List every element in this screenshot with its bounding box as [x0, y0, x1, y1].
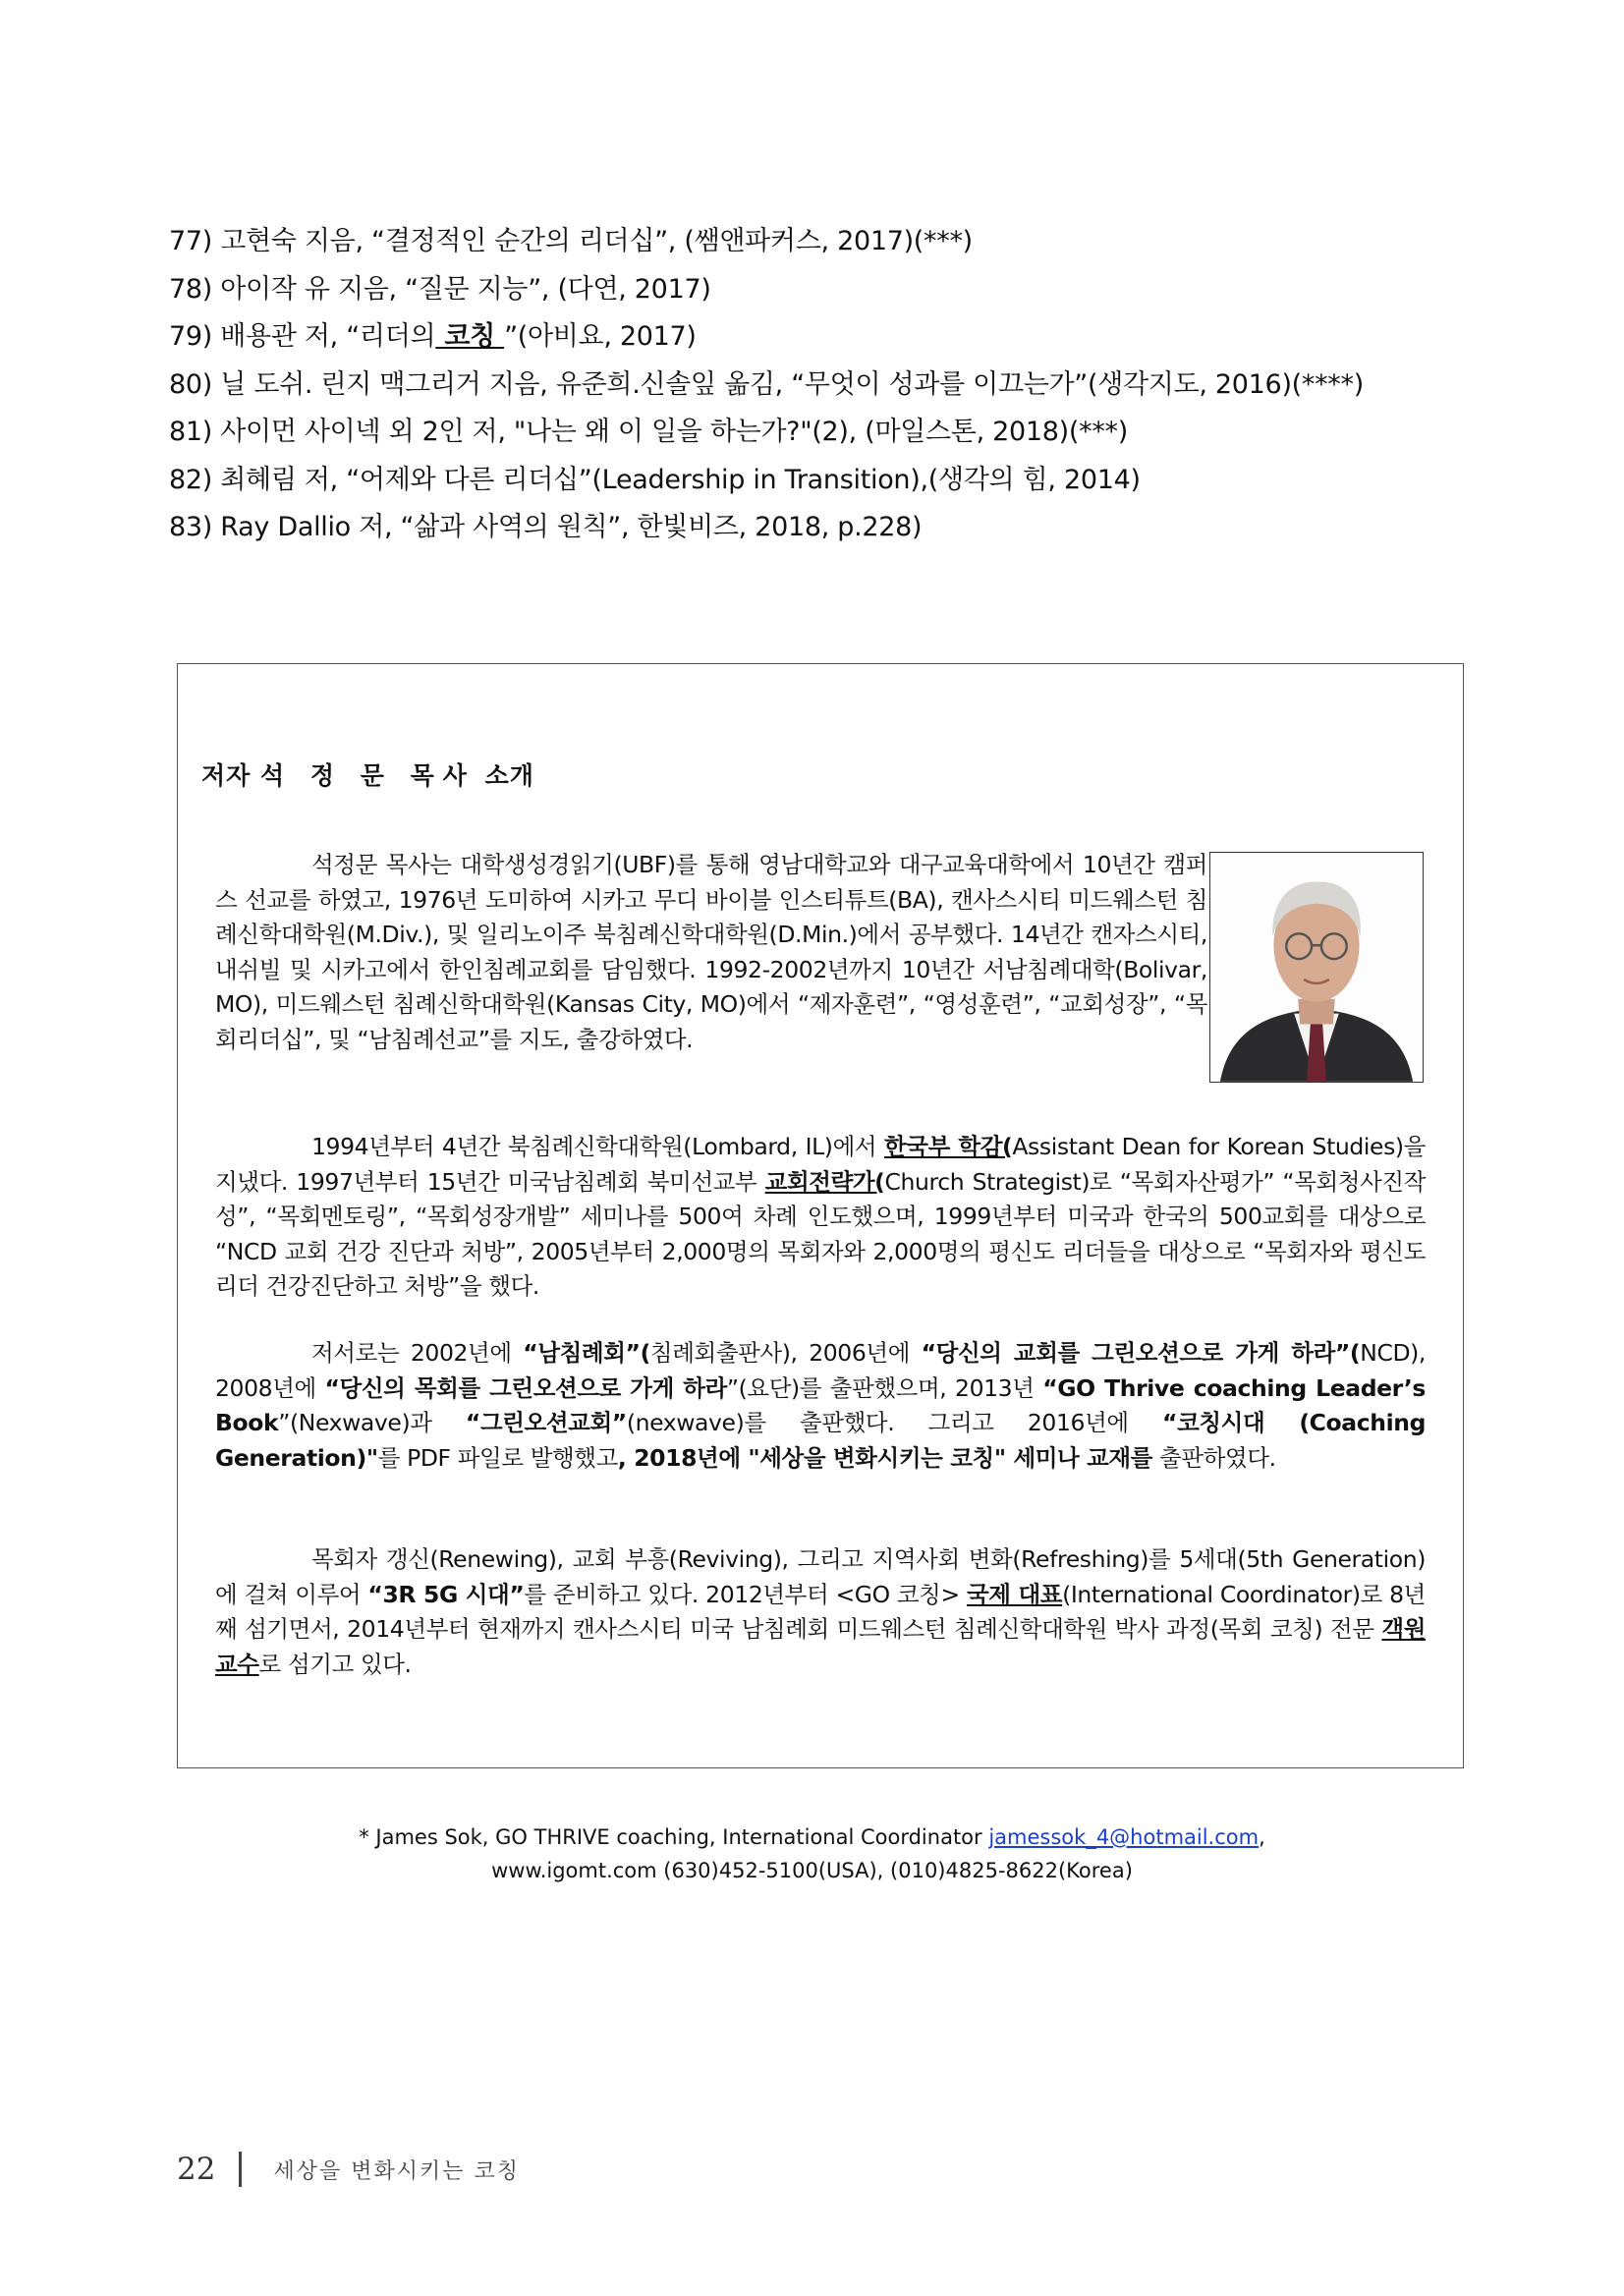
- bio-text: 를 준비하고 있다. 2012년부터 <GO 코칭>: [524, 1580, 967, 1608]
- bio-text: (nexwave)를 출판했다. 그리고 2016년에: [626, 1409, 1163, 1436]
- bio-paragraph-2: [215, 1130, 1426, 1305]
- page-footer: [177, 2145, 520, 2194]
- bio-text: 를 PDF 파일로 발행했고: [377, 1443, 618, 1472]
- contact-prefix: * James Sok, GO THRIVE coaching, International Coordinator: [359, 1825, 989, 1849]
- bio-text: 침례회출판사), 2006년에: [649, 1339, 922, 1367]
- bio-text: 저서로는 2002년에: [311, 1339, 524, 1367]
- reference-list: [169, 218, 1544, 552]
- bio-bold: “코칭시대 (Coaching Generation)": [215, 1409, 1426, 1472]
- bio-paragraph-4: [215, 1542, 1426, 1682]
- reference-item: 82) 최혜림 저, “어제와 다른 리더십”(Leadership in Transition),(생각의 힘, 2014): [169, 464, 1141, 495]
- contact-suffix: ,: [1259, 1825, 1265, 1849]
- bio-bold: , 2018년에 "세상을 변화시키는 코칭" 세미나 교재를: [617, 1443, 1153, 1472]
- bio-bold: “그린오션교회”: [465, 1409, 627, 1436]
- author-bio-box: [177, 663, 1464, 1768]
- page-number: 22: [177, 2152, 216, 2187]
- bio-paragraph-3: [215, 1336, 1426, 1476]
- bio-bold: “당신의 교회를 그린오션으로 가게 하라”(: [921, 1339, 1361, 1367]
- reference-text: 79) 배용관 저, “리더의: [169, 321, 436, 352]
- bio-bold: “GO Thrive coaching Leader’s Book: [215, 1373, 1426, 1436]
- bio-text: Church Strategist)로 “목회자산평가” “목회청사진작성”, “목회멘토링”, “목회성장개발” 세미나를 500여 차례 인도했으며, 1999년부터 미국과 한국의 500교회를 대상으로 “NCD 교회 건강 진단과 처방”, 2005년부터 2,000명의 목회자와 2,000명의 평신도 리더들을 대상으로 “목회자와 평신도 리더 건강진단하고 처방”을 했다.: [215, 1167, 1426, 1300]
- footer-divider: [239, 2152, 242, 2187]
- bio-text: NCD), 2008년에: [215, 1339, 1426, 1402]
- bio-highlight: 교회전략가(: [764, 1167, 885, 1196]
- reference-item: 77) 고현숙 지음, “결정적인 순간의 리더십”, (쌤앤파커스, 2017)(***): [169, 226, 973, 256]
- bio-text: 로 섬기고 있다.: [258, 1650, 412, 1678]
- reference-item: 80) 닐 도쉬. 린지 맥그리거 지음, 유준희.신솔잎 옮김, “무엇이 성과를 이끄는가”(생각지도, 2016)(****): [169, 368, 1364, 400]
- bio-text: 출판하였다.: [1152, 1443, 1276, 1472]
- bio-title-suffix: 소개: [484, 761, 534, 790]
- bio-text: Assistant Dean for Korean Studies)을 지냈다. 1997년부터 15년간 미국남침례회 북미선교부: [215, 1133, 1427, 1196]
- book-title: 세상을 변화시키는 코칭: [273, 2158, 520, 2184]
- contact-line-1: [0, 1820, 1624, 1854]
- author-photo: [1209, 852, 1424, 1083]
- bio-text: 1994년부터 4년간 북침례신학대학원(Lombard, IL)에서: [311, 1133, 884, 1160]
- bio-text: (International Coordinator)로 8년째 섬기면서, 2014년부터 현재까지 캔사스시티 미국 남침례회 미드웨스턴 침례신학대학원 박사 과정(목회 코칭) 전문: [215, 1580, 1426, 1643]
- reference-underlined-word: 코칭: [435, 321, 505, 352]
- bio-text: ”(Nexwave)과: [278, 1409, 466, 1436]
- reference-text: ”(아비요, 2017): [504, 321, 697, 352]
- bio-bold: “남침례회”(: [523, 1339, 650, 1367]
- bio-text: ”(요단)를 출판했으며, 2013년: [726, 1373, 1043, 1402]
- reference-item: 78) 아이작 유 지음, “질문 지능”, (다연, 2017): [169, 273, 711, 305]
- bio-title: [201, 756, 534, 792]
- bio-bold: “3R 5G 시대”: [367, 1580, 525, 1608]
- email-link[interactable]: jamessok_4@hotmail.com: [988, 1825, 1260, 1849]
- contact-info: [0, 1820, 1624, 1887]
- bio-highlight: 국제 대표: [966, 1580, 1063, 1608]
- reference-item: 81) 사이먼 사이넥 외 2인 저, "나는 왜 이 일을 하는가?"(2), (마일스톤, 2018)(***): [169, 417, 1128, 447]
- reference-item: [169, 313, 1544, 362]
- bio-title-name: 석 정 문 목사: [260, 761, 476, 790]
- bio-bold: “당신의 목회를 그린오션으로 가게 하라: [324, 1373, 727, 1402]
- reference-item: 83) Ray Dallio 저, “삶과 사역의 원칙”, 한빛비즈, 2018, p.228): [169, 512, 923, 542]
- author-portrait-image: [1210, 853, 1423, 1082]
- bio-highlight: 객원 교수: [215, 1615, 1427, 1678]
- bio-highlight: 한국부 학감(: [884, 1133, 1013, 1160]
- bio-title-prefix: 저자: [201, 761, 252, 790]
- bio-text: 목회자 갱신(Renewing), 교회 부흥(Reviving), 그리고 지역사회 변화(Refreshing)를 5세대(5th Generation)에 걸쳐 이루어: [215, 1545, 1426, 1608]
- bio-paragraph-1: 석정문 목사는 대학생성경읽기(UBF)를 통해 영남대학교와 대구교육대학에서 10년간 캠퍼스 선교를 하였고, 1976년 도미하여 시카고 무디 바이블 인스티튜트(BA), 캔사스시티 미드웨스턴 침례신학대학원(M.Div.), 및 일리노이주 북침례신학대학원(D.Min.)에서 공부했다. 14년간 캔자스시티, 내쉬빌 및 시카고에서 한인침례교회를 담임했다. 1992-2002년까지 10년간 서남침례대학(Bolivar, MO), 미드웨스턴 침례신학대학원(Kansas City, MO)에서 “제자훈련”, “영성훈련”, “교회성장”, “목회리더십”, 및 “남침례선교”를 지도, 출강하였다.: [215, 851, 1207, 1053]
- contact-line-2: www.igomt.com (630)452-5100(USA), (010)4825-8622(Korea): [491, 1859, 1133, 1882]
